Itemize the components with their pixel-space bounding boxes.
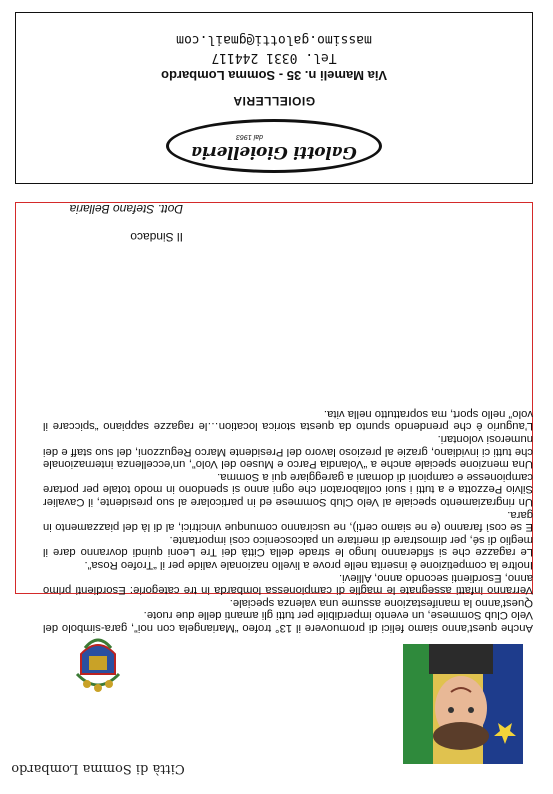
letter-paragraph: E se così faranno (e ne siamo certi), ne usciranno comunque vincitrici, al di là del piazzamento in gara. bbox=[43, 508, 533, 534]
store-category: GIOIELLERIA bbox=[232, 94, 316, 108]
mayor-photo bbox=[403, 644, 523, 764]
store-logo-text: Galotti Gioielleria bbox=[191, 142, 357, 162]
letter-paragraph: L’augurio è che prendendo spunto da questa storica location…le ragazze sappiano “spiccare il volo” nello sport, ma soprattutto nella vita. bbox=[43, 407, 533, 433]
letter-paragraph: Quest’anno la manifestazione assume una valenza speciale. bbox=[229, 596, 533, 609]
letter-paragraph: Un ringraziamento speciale al Velo Club Sommese ed in particolare al suo presidente, il Cavalier Silvio Pezzotta e a tutti i suoi collaboratori che ogni anno si spendono in modo totale per portare campionesse e campioni di domani a gareggiare qui a Somma. bbox=[43, 470, 533, 509]
store-since: dal 1963 bbox=[236, 133, 263, 140]
town-name: Città di Somma Lombardo bbox=[11, 761, 185, 776]
letter-paragraph: Inoltre la competizione è inserita nelle prove a livello nazionale valide per il “Trofeo Rosa”. bbox=[84, 559, 533, 572]
town-header bbox=[0, 644, 553, 794]
letter-body bbox=[43, 407, 533, 634]
store-address: Via Mameli n. 35 - Somma Lombardo bbox=[161, 68, 387, 83]
signature-name: Dott. Stefano Bellaria bbox=[69, 202, 183, 216]
portrait-image bbox=[403, 644, 523, 764]
town-crest-icon bbox=[71, 634, 125, 694]
letter-paragraph: Le ragazze che si sfideranno lungo le strade della Città dei Tre Leoni quindi dovranno dare il meglio di sé, per dimostrare di meritare un palcoscenico così importante. bbox=[43, 533, 533, 559]
store-email: massimo.galotti@gmail.com bbox=[176, 32, 372, 47]
signature-block bbox=[13, 188, 183, 244]
letter-paragraph: Anche quest’anno siamo felici di promuovere il 13° trofeo “Mariangela con noi”, gara-simbolo del Velo Club Sommese, un evento imperdibile per tutti gli amanti delle due ruote. bbox=[43, 609, 533, 634]
letter-paragraph: Una menzione speciale anche a “Volandia Parco e Museo del Volo”, un’eccellenza internazionale che tutti ci invidiano, grazie al prezioso lavoro del Presidente Marco Reguzzoni, del suo staff e dei numerosi volontari. bbox=[43, 433, 533, 471]
store-card bbox=[15, 12, 533, 184]
letter-paragraph: Verranno infatti assegnate le maglie di campionessa lombarda in tre categorie: Esordienti primo anno, Esordienti secondo anno, Allievi. bbox=[43, 571, 533, 597]
store-phone: Tel. 0331 244117 bbox=[211, 50, 337, 65]
signature-role: Il Sindaco bbox=[130, 230, 183, 244]
store-logo bbox=[166, 119, 382, 173]
